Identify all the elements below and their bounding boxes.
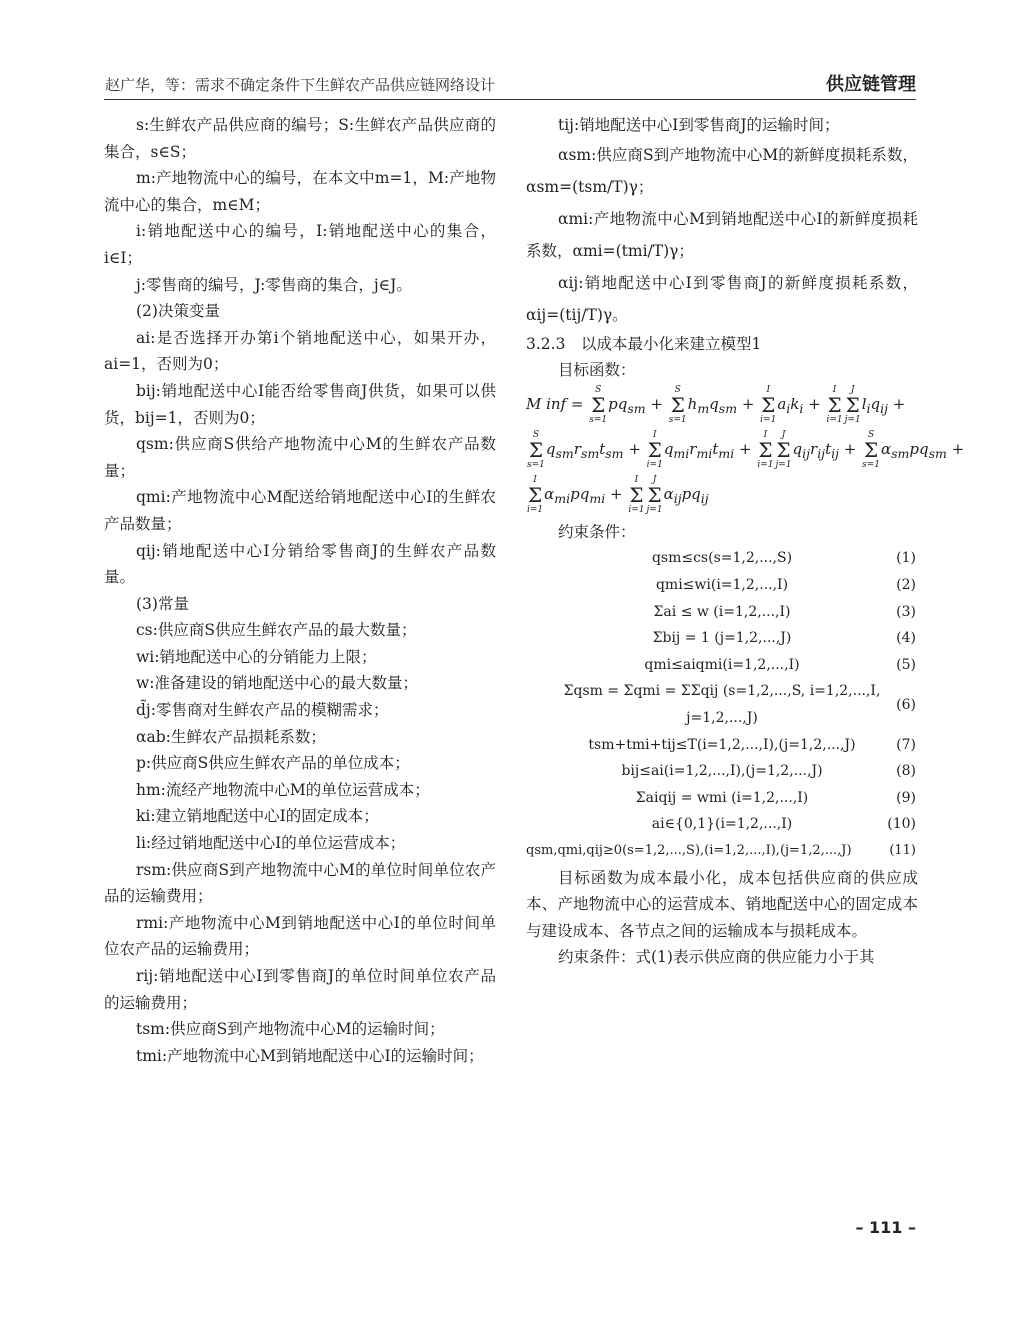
- constraint-explanation: 约束条件：式(1)表示供应商的供应能力小于其: [558, 948, 875, 967]
- objective-line-2: S Σ $s=1q_{sm}r_{sm}t_{sm} + I$ Σ $i=1q_{mi}r_{mi}t_{mi} + I$ Σ i=1J Σ $j=1q_{ij}r_{ij}t_{ij} + S$ Σ $s=1\alpha_{sm}pq_{sm}$ +: [527, 429, 965, 470]
- def-alpha-ij: αij:销地配送中心I到零售商J的新鲜度损耗系数，αij=(tij/T)γ。: [526, 273, 918, 324]
- subhead-decision: (2)决策变量: [136, 302, 220, 321]
- constraint-11: qsm,qmi,qij≥0(s=1,2,...,S),(i=1,2,...,I),(j=1,2,...,J) (11): [526, 842, 916, 858]
- objective-line-3: I Σ $i=1\alpha_{mi}pq_{mi} + I$ Σ i=1J Σ $j=1\alpha_{ij}pq_{ij}$: [527, 474, 709, 515]
- def-li: li:经过销地配送中心I的单位运营成本；: [136, 834, 406, 853]
- objective-explanation: 目标函数为成本最小化，成本包括供应商的供应成本、产地物流中心的运营成本、销地配送中心的固定成本与建设成本、各节点之间的运输成本与损耗成本。: [526, 868, 918, 940]
- def-alpha: αab:生鲜农产品损耗系数；: [136, 727, 326, 746]
- def-dj: d̃j:零售商对生鲜农产品的模糊需求；: [136, 701, 389, 720]
- def-rsm: rsm:供应商S到产地物流中心M的单位时间单位农产品的运输费用；: [104, 860, 496, 906]
- header-rule: [104, 99, 916, 100]
- def-ki: ki:建立销地配送中心I的固定成本；: [136, 807, 379, 826]
- def-rij: rij:销地配送中心I到零售商J的单位时间单位农产品的运输费用；: [104, 967, 496, 1012]
- def-qsm: qsm:供应商S供给产地物流中心M的生鲜农产品数量；: [104, 435, 496, 480]
- def-m: m:产地物流中心的编号，在本文中m=1，M:产地物流中心的集合，m∈M；: [104, 169, 496, 214]
- def-tmi: tmi:产地物流中心M到销地配送中心I的运输时间；: [136, 1046, 484, 1065]
- def-alpha-mi: αmi:产地物流中心M到销地配送中心I的新鲜度损耗系数，αmi=(tmi/T)γ；: [526, 209, 918, 260]
- def-w: w:准备建设的销地配送中心的最大数量；: [136, 674, 418, 693]
- def-hm: hm:流经产地物流中心M的单位运营成本；: [136, 780, 430, 799]
- objective-line-1: M inf = S Σ $s=1pq_{sm} + S$ Σ $s=1h_mq_{sm} + I$ Σ $i=1a_ik_i + I$ Σ i=1J Σ $j=1l_iq_{ij}$ +: [526, 384, 906, 425]
- def-i: i:销地配送中心的编号，I:销地配送中心的集合，i∈I；: [104, 222, 496, 267]
- def-tij: tij:销地配送中心I到零售商J的运输时间；: [558, 116, 840, 134]
- def-j: j:零售商的编号，J:零售商的集合，j∈J。: [136, 275, 412, 294]
- objective-function: [526, 384, 965, 519]
- left-column: [104, 112, 496, 1069]
- def-rmi: rmi:产地物流中心M到销地配送中心I的单位时间单位农产品的运输费用；: [104, 913, 496, 959]
- running-header: 赵广华，等：需求不确定条件下生鲜农产品供应链网络设计: [105, 76, 496, 94]
- journal-section: 供应链管理: [826, 74, 916, 95]
- right-column: [526, 112, 965, 971]
- constraint-8: bij≤ai(i=1,2,...,I),(j=1,2,...,J) (8): [621, 763, 916, 780]
- def-a: ai:是否选择开办第i个销地配送中心，如果开办，ai=1，否则为0；: [104, 328, 496, 374]
- def-wi: wi:销地配送中心的分销能力上限；: [136, 647, 377, 666]
- constraint-3: Σai ≤ w (i=1,2,...,I) (3): [653, 603, 916, 620]
- def-tsm: tsm:供应商S到产地物流中心M的运输时间；: [136, 1020, 445, 1039]
- def-qij: qij:销地配送中心I分销给零售商J的生鲜农产品数量。: [104, 541, 496, 587]
- page-number: – 111 –: [855, 1218, 916, 1237]
- constraint-4: Σbij = 1 (j=1,2,...,J) (4): [652, 630, 916, 647]
- constraint-label: 约束条件：: [558, 522, 636, 541]
- def-b: bij:销地配送中心I能否给零售商J供货，如果可以供货，bij=1，否则为0；: [104, 381, 496, 427]
- def-p: p:供应商S供应生鲜农产品的单位成本；: [136, 754, 410, 773]
- constraint-10: ai∈{0,1}(i=1,2,...,I) (10): [651, 816, 916, 833]
- constraint-7: tsm+tmi+tij≤T(i=1,2,...,I),(j=1,2,...,J) (7): [588, 736, 916, 753]
- def-cs: cs:供应商S供应生鲜农产品的最大数量；: [136, 621, 417, 640]
- constraint-6: Σqsm = Σqmi = ΣΣqij (s=1,2,...,S, i=1,2,...,I, j=1,2,...,J) (6): [563, 683, 916, 726]
- constraint-9: Σaiqij = wmi (i=1,2,...,I) (9): [635, 789, 916, 806]
- section-heading: 3.2.3 以成本最小化来建立模型1: [526, 334, 762, 353]
- subhead-constants: (3)常量: [136, 594, 189, 613]
- constraint-1: qsm≤cs(s=1,2,...,S) (1): [651, 550, 916, 567]
- def-alpha-sm: αsm:供应商S到产地物流中心M的新鲜度损耗系数，αsm=(tsm/T)γ；: [526, 145, 918, 196]
- def-qmi: qmi:产地物流中心M配送给销地配送中心I的生鲜农产品数量；: [104, 488, 496, 533]
- def-s: s:生鲜农产品供应商的编号；S:生鲜农产品供应商的集合，s∈S；: [104, 116, 496, 161]
- constraint-2: qmi≤wi(i=1,2,...,I) (2): [655, 576, 916, 593]
- constraint-5: qmi≤aiqmi(i=1,2,...,I) (5): [644, 656, 916, 673]
- objective-label: 目标函数：: [558, 361, 636, 380]
